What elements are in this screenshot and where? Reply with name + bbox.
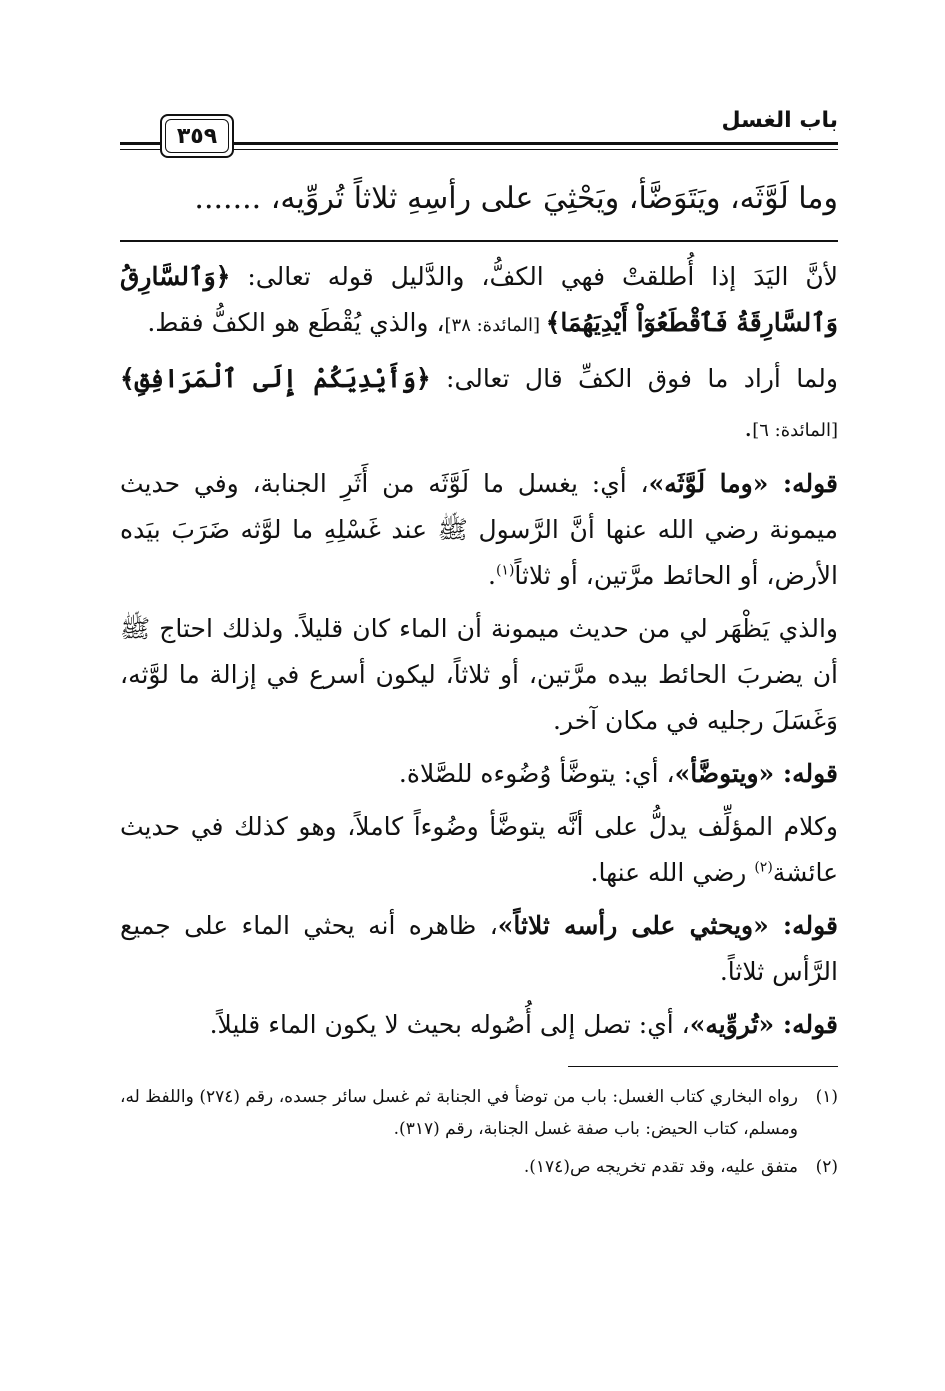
book-page [120,100,838,1189]
footnote-item [120,1081,838,1145]
page-header [120,100,838,160]
matn-text: وما لَوَّثَه، ويَتَوَضَّأ، ويَحْثِيَ على رأسِهِ ثلاثاً تُروِّيه، ....... [194,181,838,216]
footnote-text: رواه البخاري كتاب الغسل: باب من توضأ في الجنابة ثم غسل سائر جسده، رقم (٢٧٤) واللفظ له، ومسلم، كتاب الحيض: باب صفة غسل الجنابة، رقم (٣١٧). [120,1087,798,1139]
footnote-number: (١) [815,1087,838,1107]
footnote-item [120,1151,838,1183]
quote-lead: قوله: «ويحثي على رأسه ثلاثاً» [497,911,838,940]
footnote-text: متفق عليه، وقد تقدم تخريجه ص(١٧٤). [523,1157,798,1177]
verse-reference: [المائدة: ٣٨] [444,315,546,336]
footnote-marker[interactable]: (١) [495,562,515,579]
paragraph-6: وكلام المؤلِّف يدلُّ على أنَّه يتوضَّأ وضُوءاً كاملاً، وهو كذلك في حديث عائشة$^{(٢)}$ رضي الله عنها. [120,812,838,887]
quran-verse: ﴿وَٱلسَّارِقُ وَٱلسَّارِقَةُ فَٱقْطَعُوٓاْ أَيْدِيَهُمَا﴾ [120,262,838,337]
quote-lead: قوله: «وما لَوَّثَه» [648,469,838,498]
verse-reference: [المائدة: ٦] [752,420,838,441]
commentary-body [120,254,838,1048]
page-number: ٣٥٩ [160,114,234,158]
chapter-title: باب الغسل [721,108,838,133]
paragraph-8: قوله: «تُروِّيه»، أي: تصل إلى أُصُوله بحيث لا يكون الماء قليلاً. [209,1010,838,1039]
quran-verse: ﴿وَأَيْدِيَكُمْ إِلَى ٱلْمَرَافِقِ﴾ [120,364,431,393]
footnote-marker[interactable]: (٢) [754,859,773,876]
footnotes [120,1081,838,1183]
matn-rule [120,240,838,242]
footnote-rule [568,1066,838,1067]
paragraph-5: قوله: «ويتوضَّأ»، أي: يتوضَّأ وُضُوءه للصَّلاة. [398,759,838,788]
paragraph-3: قوله: «وما لَوَّثَه»، أي: يغسل ما لَوَّثَه من أَثَرِ الجنابة، وفي حديث ميمونة رضي الله عنها أنَّ الرَّسول ﷺ عند غَسْلِهِ ما لوَّثه ضَرَبَ بيَده الأرض، أو الحائط مرَّتين، أو ثلاثاً$^{(١)}$. [120,469,838,590]
paragraph-4: والذي يَظْهَر لي من حديث ميمونة أن الماء كان قليلاً. ولذلك احتاج ﷺ أن يضربَ الحائط بيده مرَّتين، أو ثلاثاً، ليكون أسرع في إزالة ما لوَّثه، وَغَسَلَ رجليه في مكان آخر. [120,614,838,735]
footnote-number: (٢) [815,1157,838,1177]
paragraph-7: قوله: «ويحثي على رأسه ثلاثاً»، ظاهره أنه يحثي الماء على جميع الرَّأس ثلاثاً. [120,911,838,986]
paragraph-2: ولما أراد ما فوق الكفِّ قال تعالى: ﴿وَأَيْدِيَكُمْ إِلَى ٱلْمَرَافِقِ﴾ [المائدة: ٦]. [120,364,838,442]
quote-lead: قوله: «تُروِّيه» [689,1010,838,1039]
quote-lead: قوله: «ويتوضَّأ» [674,759,838,788]
paragraph-1: لأنَّ اليَدَ إذا أُطلقتْ فهي الكفُّ، والدَّليل قوله تعالى: ﴿وَٱلسَّارِقُ وَٱلسَّارِقَةُ فَٱقْطَعُوٓاْ أَيْدِيَهُمَا﴾ [المائدة: ٣٨]، والذي يُقْطَع هو الكفُّ فقط. [120,262,838,337]
